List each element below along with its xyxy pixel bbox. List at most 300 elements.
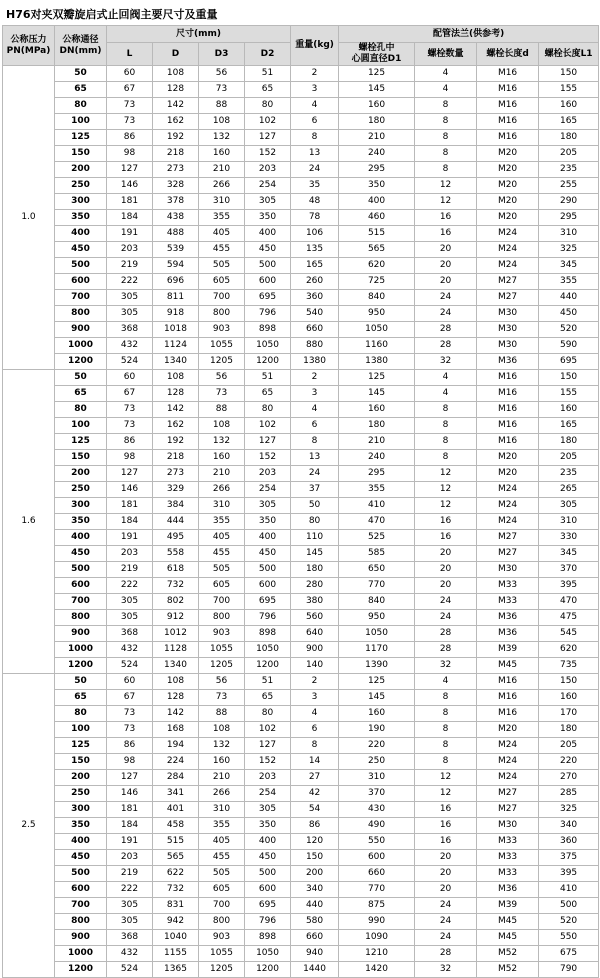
cell-bolt-l1: 355 xyxy=(539,274,599,290)
cell-size-d: 192 xyxy=(153,130,199,146)
cell-size-d3: 355 xyxy=(199,818,245,834)
table-row xyxy=(3,418,599,434)
cell-size-d3: 88 xyxy=(199,402,245,418)
cell-bolt-d: M45 xyxy=(477,658,539,674)
table-row xyxy=(3,450,599,466)
cell-bolt-d: M16 xyxy=(477,706,539,722)
cell-dn: 800 xyxy=(55,306,107,322)
cell-bolt-circle: 600 xyxy=(339,850,415,866)
cell-bolt-d: M39 xyxy=(477,642,539,658)
cell-size-d2: 350 xyxy=(245,818,291,834)
cell-size-d3: 700 xyxy=(199,898,245,914)
cell-bolt-circle: 585 xyxy=(339,546,415,562)
cell-weight: 180 xyxy=(291,562,339,578)
cell-dn: 450 xyxy=(55,546,107,562)
cell-bolt-l1: 150 xyxy=(539,674,599,690)
cell-weight: 8 xyxy=(291,434,339,450)
cell-bolt-count: 12 xyxy=(415,786,477,802)
table-row xyxy=(3,386,599,402)
cell-bolt-l1: 235 xyxy=(539,466,599,482)
cell-size-d3: 355 xyxy=(199,514,245,530)
table-row xyxy=(3,594,599,610)
cell-size-d: 142 xyxy=(153,98,199,114)
cell-bolt-l1: 235 xyxy=(539,162,599,178)
table-head xyxy=(3,26,599,66)
cell-size-d: 128 xyxy=(153,82,199,98)
cell-bolt-count: 20 xyxy=(415,882,477,898)
cell-dn: 700 xyxy=(55,898,107,914)
cell-bolt-circle: 370 xyxy=(339,786,415,802)
cell-bolt-d: M20 xyxy=(477,210,539,226)
cell-bolt-count: 8 xyxy=(415,162,477,178)
cell-bolt-circle: 310 xyxy=(339,770,415,786)
cell-bolt-d: M16 xyxy=(477,674,539,690)
cell-bolt-circle: 1170 xyxy=(339,642,415,658)
table-row xyxy=(3,226,599,242)
cell-size-d: 565 xyxy=(153,850,199,866)
cell-size-d2: 203 xyxy=(245,466,291,482)
pressure-group-cell: 1.6 xyxy=(3,370,55,674)
cell-dn: 1000 xyxy=(55,642,107,658)
cell-size-d3: 605 xyxy=(199,882,245,898)
cell-size-d2: 450 xyxy=(245,242,291,258)
table-row xyxy=(3,642,599,658)
cell-bolt-count: 8 xyxy=(415,418,477,434)
cell-size-d: 224 xyxy=(153,754,199,770)
cell-size-l: 67 xyxy=(107,690,153,706)
cell-weight: 660 xyxy=(291,322,339,338)
cell-bolt-d: M33 xyxy=(477,866,539,882)
cell-size-l: 146 xyxy=(107,178,153,194)
cell-weight: 27 xyxy=(291,770,339,786)
cell-bolt-l1: 330 xyxy=(539,530,599,546)
cell-size-d: 912 xyxy=(153,610,199,626)
cell-bolt-circle: 180 xyxy=(339,114,415,130)
cell-size-d: 1340 xyxy=(153,354,199,370)
table-row xyxy=(3,162,599,178)
cell-size-d: 1340 xyxy=(153,658,199,674)
cell-bolt-circle: 160 xyxy=(339,98,415,114)
cell-size-d2: 600 xyxy=(245,578,291,594)
cell-bolt-count: 12 xyxy=(415,498,477,514)
cell-bolt-d: M27 xyxy=(477,290,539,306)
cell-weight: 14 xyxy=(291,754,339,770)
cell-bolt-circle: 295 xyxy=(339,162,415,178)
cell-bolt-circle: 840 xyxy=(339,290,415,306)
cell-bolt-d: M24 xyxy=(477,482,539,498)
cell-weight: 35 xyxy=(291,178,339,194)
cell-bolt-count: 32 xyxy=(415,658,477,674)
cell-bolt-circle: 1090 xyxy=(339,930,415,946)
cell-size-d: 128 xyxy=(153,386,199,402)
table-row xyxy=(3,242,599,258)
cell-dn: 125 xyxy=(55,130,107,146)
cell-size-d3: 903 xyxy=(199,626,245,642)
cell-size-d3: 605 xyxy=(199,274,245,290)
cell-weight: 260 xyxy=(291,274,339,290)
cell-size-l: 191 xyxy=(107,530,153,546)
cell-weight: 360 xyxy=(291,290,339,306)
cell-weight: 340 xyxy=(291,882,339,898)
cell-bolt-count: 16 xyxy=(415,514,477,530)
cell-dn: 350 xyxy=(55,514,107,530)
cell-bolt-circle: 190 xyxy=(339,722,415,738)
cell-bolt-d: M30 xyxy=(477,562,539,578)
cell-size-l: 184 xyxy=(107,514,153,530)
cell-bolt-count: 20 xyxy=(415,546,477,562)
cell-size-d3: 160 xyxy=(199,754,245,770)
cell-weight: 120 xyxy=(291,834,339,850)
cell-bolt-count: 12 xyxy=(415,178,477,194)
cell-dn: 1200 xyxy=(55,354,107,370)
cell-bolt-count: 8 xyxy=(415,722,477,738)
cell-bolt-circle: 160 xyxy=(339,402,415,418)
cell-bolt-count: 4 xyxy=(415,82,477,98)
cell-size-d3: 405 xyxy=(199,834,245,850)
cell-weight: 54 xyxy=(291,802,339,818)
th-flange-bolt-l1: 螺栓长度L1 xyxy=(539,43,599,66)
cell-bolt-l1: 440 xyxy=(539,290,599,306)
cell-size-d2: 898 xyxy=(245,322,291,338)
cell-bolt-l1: 310 xyxy=(539,226,599,242)
cell-bolt-d: M27 xyxy=(477,802,539,818)
th-flange-group: 配管法兰(供参考) xyxy=(339,26,599,43)
cell-bolt-l1: 735 xyxy=(539,658,599,674)
cell-bolt-d: M16 xyxy=(477,98,539,114)
cell-size-d: 273 xyxy=(153,162,199,178)
cell-bolt-circle: 660 xyxy=(339,866,415,882)
cell-size-d3: 56 xyxy=(199,674,245,690)
cell-size-d3: 1055 xyxy=(199,946,245,962)
table-row xyxy=(3,738,599,754)
cell-weight: 4 xyxy=(291,706,339,722)
cell-bolt-circle: 620 xyxy=(339,258,415,274)
cell-bolt-circle: 1050 xyxy=(339,322,415,338)
cell-bolt-d: M20 xyxy=(477,178,539,194)
cell-dn: 250 xyxy=(55,178,107,194)
cell-weight: 3 xyxy=(291,82,339,98)
cell-bolt-count: 24 xyxy=(415,898,477,914)
cell-size-d3: 56 xyxy=(199,66,245,82)
cell-size-d2: 203 xyxy=(245,770,291,786)
cell-weight: 440 xyxy=(291,898,339,914)
cell-bolt-d: M16 xyxy=(477,434,539,450)
table-row xyxy=(3,786,599,802)
cell-size-d: 438 xyxy=(153,210,199,226)
cell-size-d2: 796 xyxy=(245,914,291,930)
cell-size-d3: 505 xyxy=(199,562,245,578)
cell-size-d2: 1200 xyxy=(245,354,291,370)
cell-size-d3: 310 xyxy=(199,194,245,210)
th-pressure-line1: 公称压力 xyxy=(10,34,47,45)
cell-size-d2: 65 xyxy=(245,82,291,98)
cell-size-d3: 132 xyxy=(199,434,245,450)
cell-size-d2: 1200 xyxy=(245,962,291,978)
cell-bolt-count: 12 xyxy=(415,466,477,482)
cell-size-d3: 210 xyxy=(199,770,245,786)
cell-bolt-d: M16 xyxy=(477,418,539,434)
cell-size-d2: 51 xyxy=(245,370,291,386)
table-row xyxy=(3,866,599,882)
header-row-1 xyxy=(3,26,599,43)
cell-size-d2: 152 xyxy=(245,450,291,466)
cell-size-d2: 400 xyxy=(245,530,291,546)
cell-size-d: 696 xyxy=(153,274,199,290)
th-dn-line1: 公称通径 xyxy=(62,34,99,45)
cell-size-d: 329 xyxy=(153,482,199,498)
cell-weight: 3 xyxy=(291,690,339,706)
cell-size-d: 1365 xyxy=(153,962,199,978)
cell-bolt-circle: 515 xyxy=(339,226,415,242)
cell-bolt-d: M24 xyxy=(477,258,539,274)
cell-size-d3: 266 xyxy=(199,482,245,498)
cell-bolt-circle: 725 xyxy=(339,274,415,290)
cell-size-d2: 450 xyxy=(245,850,291,866)
cell-size-d: 942 xyxy=(153,914,199,930)
cell-size-d3: 800 xyxy=(199,914,245,930)
cell-bolt-d: M45 xyxy=(477,914,539,930)
cell-weight: 640 xyxy=(291,626,339,642)
table-row xyxy=(3,274,599,290)
cell-size-l: 127 xyxy=(107,770,153,786)
cell-size-l: 432 xyxy=(107,338,153,354)
cell-size-d2: 127 xyxy=(245,434,291,450)
cell-size-d2: 65 xyxy=(245,690,291,706)
cell-bolt-circle: 875 xyxy=(339,898,415,914)
th-pressure-line2: PN(MPa) xyxy=(6,45,51,56)
th-flange-bolt-count: 螺栓数量 xyxy=(415,43,477,66)
spec-table xyxy=(2,25,599,978)
cell-bolt-l1: 345 xyxy=(539,258,599,274)
cell-weight: 380 xyxy=(291,594,339,610)
cell-size-d3: 160 xyxy=(199,146,245,162)
cell-size-d: 162 xyxy=(153,418,199,434)
cell-bolt-l1: 255 xyxy=(539,178,599,194)
table-row xyxy=(3,754,599,770)
cell-bolt-circle: 840 xyxy=(339,594,415,610)
table-row xyxy=(3,802,599,818)
cell-bolt-circle: 210 xyxy=(339,130,415,146)
cell-bolt-d: M20 xyxy=(477,194,539,210)
table-row xyxy=(3,338,599,354)
cell-bolt-count: 28 xyxy=(415,338,477,354)
cell-bolt-count: 8 xyxy=(415,754,477,770)
cell-size-l: 203 xyxy=(107,546,153,562)
cell-size-l: 432 xyxy=(107,946,153,962)
cell-size-d2: 51 xyxy=(245,66,291,82)
cell-weight: 880 xyxy=(291,338,339,354)
cell-bolt-l1: 270 xyxy=(539,770,599,786)
cell-size-d2: 254 xyxy=(245,786,291,802)
cell-size-d: 218 xyxy=(153,146,199,162)
cell-size-d: 918 xyxy=(153,306,199,322)
th-flange-bolt-d: 螺栓长度d xyxy=(477,43,539,66)
cell-size-d: 515 xyxy=(153,834,199,850)
table-row xyxy=(3,530,599,546)
cell-weight: 900 xyxy=(291,642,339,658)
cell-bolt-d: M36 xyxy=(477,626,539,642)
th-size-group: 尺寸(mm) xyxy=(107,26,291,43)
cell-bolt-circle: 1160 xyxy=(339,338,415,354)
cell-bolt-count: 16 xyxy=(415,834,477,850)
cell-weight: 8 xyxy=(291,738,339,754)
cell-bolt-d: M16 xyxy=(477,114,539,130)
cell-size-d: 539 xyxy=(153,242,199,258)
pressure-group-cell: 1.0 xyxy=(3,66,55,370)
table-row xyxy=(3,498,599,514)
cell-bolt-d: M16 xyxy=(477,82,539,98)
cell-size-d: 108 xyxy=(153,370,199,386)
cell-dn: 500 xyxy=(55,866,107,882)
cell-size-d3: 455 xyxy=(199,850,245,866)
cell-bolt-d: M52 xyxy=(477,946,539,962)
cell-bolt-l1: 155 xyxy=(539,386,599,402)
cell-bolt-l1: 180 xyxy=(539,434,599,450)
cell-size-d: 1040 xyxy=(153,930,199,946)
th-flange-bolt-circle xyxy=(339,43,415,66)
cell-bolt-circle: 565 xyxy=(339,242,415,258)
table-row xyxy=(3,434,599,450)
cell-bolt-l1: 520 xyxy=(539,322,599,338)
cell-bolt-circle: 125 xyxy=(339,370,415,386)
cell-size-l: 203 xyxy=(107,850,153,866)
cell-bolt-l1: 310 xyxy=(539,514,599,530)
cell-dn: 600 xyxy=(55,274,107,290)
cell-size-d: 378 xyxy=(153,194,199,210)
cell-bolt-d: M39 xyxy=(477,898,539,914)
cell-size-d3: 310 xyxy=(199,498,245,514)
cell-bolt-circle: 145 xyxy=(339,690,415,706)
cell-bolt-count: 8 xyxy=(415,738,477,754)
th-pressure xyxy=(3,26,55,66)
table-row xyxy=(3,722,599,738)
cell-size-l: 524 xyxy=(107,962,153,978)
cell-bolt-d: M20 xyxy=(477,722,539,738)
cell-dn: 125 xyxy=(55,738,107,754)
cell-bolt-d: M16 xyxy=(477,130,539,146)
cell-size-d2: 898 xyxy=(245,626,291,642)
cell-bolt-l1: 470 xyxy=(539,594,599,610)
cell-size-d: 558 xyxy=(153,546,199,562)
cell-dn: 400 xyxy=(55,226,107,242)
table-row xyxy=(3,290,599,306)
cell-size-l: 181 xyxy=(107,194,153,210)
table-row xyxy=(3,66,599,82)
cell-bolt-l1: 395 xyxy=(539,866,599,882)
cell-dn: 50 xyxy=(55,674,107,690)
cell-size-l: 305 xyxy=(107,290,153,306)
cell-weight: 2 xyxy=(291,370,339,386)
table-row xyxy=(3,706,599,722)
cell-bolt-l1: 325 xyxy=(539,802,599,818)
table-row xyxy=(3,898,599,914)
cell-bolt-count: 4 xyxy=(415,386,477,402)
cell-bolt-l1: 360 xyxy=(539,834,599,850)
cell-dn: 1000 xyxy=(55,946,107,962)
table-row xyxy=(3,258,599,274)
cell-size-d3: 266 xyxy=(199,786,245,802)
cell-bolt-l1: 285 xyxy=(539,786,599,802)
table-row xyxy=(3,370,599,386)
cell-bolt-count: 8 xyxy=(415,114,477,130)
cell-bolt-circle: 990 xyxy=(339,914,415,930)
cell-size-l: 191 xyxy=(107,226,153,242)
cell-size-l: 67 xyxy=(107,386,153,402)
cell-size-d: 108 xyxy=(153,66,199,82)
cell-bolt-count: 8 xyxy=(415,402,477,418)
cell-bolt-circle: 125 xyxy=(339,674,415,690)
cell-size-d: 811 xyxy=(153,290,199,306)
cell-weight: 50 xyxy=(291,498,339,514)
cell-size-d: 732 xyxy=(153,578,199,594)
table-row xyxy=(3,674,599,690)
cell-weight: 2 xyxy=(291,674,339,690)
cell-size-l: 222 xyxy=(107,274,153,290)
cell-size-d2: 1050 xyxy=(245,946,291,962)
table-row xyxy=(3,818,599,834)
table-row xyxy=(3,354,599,370)
cell-weight: 86 xyxy=(291,818,339,834)
cell-size-l: 86 xyxy=(107,434,153,450)
cell-bolt-d: M20 xyxy=(477,146,539,162)
cell-size-d2: 254 xyxy=(245,482,291,498)
cell-size-d3: 1055 xyxy=(199,642,245,658)
cell-bolt-l1: 160 xyxy=(539,98,599,114)
cell-bolt-count: 32 xyxy=(415,354,477,370)
cell-dn: 150 xyxy=(55,450,107,466)
cell-size-l: 67 xyxy=(107,82,153,98)
cell-size-d: 401 xyxy=(153,802,199,818)
cell-dn: 200 xyxy=(55,466,107,482)
cell-size-l: 219 xyxy=(107,258,153,274)
cell-size-d: 458 xyxy=(153,818,199,834)
cell-size-d2: 1050 xyxy=(245,642,291,658)
cell-bolt-l1: 520 xyxy=(539,914,599,930)
cell-dn: 800 xyxy=(55,610,107,626)
cell-bolt-circle: 770 xyxy=(339,882,415,898)
cell-bolt-d: M33 xyxy=(477,594,539,610)
th-dn xyxy=(55,26,107,66)
cell-size-d2: 102 xyxy=(245,418,291,434)
cell-weight: 940 xyxy=(291,946,339,962)
cell-size-d: 1012 xyxy=(153,626,199,642)
cell-weight: 6 xyxy=(291,722,339,738)
cell-size-l: 305 xyxy=(107,594,153,610)
cell-size-d2: 898 xyxy=(245,930,291,946)
cell-bolt-d: M16 xyxy=(477,690,539,706)
cell-bolt-d: M27 xyxy=(477,786,539,802)
cell-size-d3: 108 xyxy=(199,722,245,738)
cell-size-d: 328 xyxy=(153,178,199,194)
cell-dn: 1000 xyxy=(55,338,107,354)
cell-bolt-circle: 180 xyxy=(339,418,415,434)
cell-bolt-d: M16 xyxy=(477,66,539,82)
cell-bolt-count: 24 xyxy=(415,914,477,930)
cell-bolt-l1: 410 xyxy=(539,882,599,898)
table-row xyxy=(3,626,599,642)
cell-size-d3: 1205 xyxy=(199,354,245,370)
cell-bolt-d: M36 xyxy=(477,354,539,370)
cell-bolt-l1: 475 xyxy=(539,610,599,626)
cell-size-d3: 800 xyxy=(199,610,245,626)
cell-size-d2: 450 xyxy=(245,546,291,562)
cell-bolt-count: 16 xyxy=(415,530,477,546)
table-row xyxy=(3,578,599,594)
table-row xyxy=(3,770,599,786)
cell-bolt-count: 20 xyxy=(415,578,477,594)
cell-size-d: 831 xyxy=(153,898,199,914)
cell-size-d2: 65 xyxy=(245,386,291,402)
